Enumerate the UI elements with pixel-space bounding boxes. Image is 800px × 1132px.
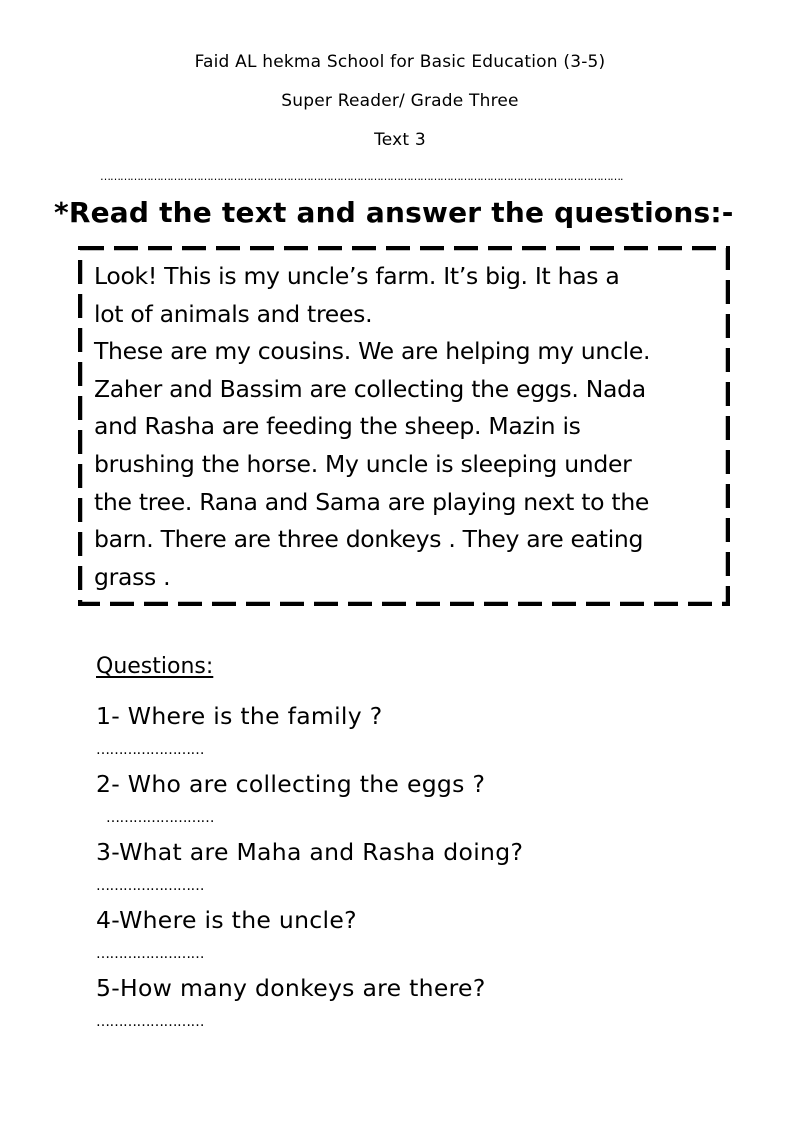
school-name: Faid AL hekma School for Basic Education (3-5) [194,52,606,72]
passage-line-4: Zaher and Bassim are collecting the eggs. Nada [94,374,646,403]
question-2: 2- Who are collecting the eggs ? [96,770,486,798]
dotted-separator: …………………………………………………………………………………………………………………………………………. [100,171,623,183]
answer-line-3[interactable]: …………………… [96,878,204,894]
answer-line-2[interactable]: …………………… [106,810,214,826]
question-5: 5-How many donkeys are there? [96,974,486,1002]
question-4: 4-Where is the uncle? [96,906,357,934]
questions-heading: Questions: [96,654,214,679]
subject-grade-line: Super Reader/ Grade Three [281,91,519,111]
reading-passage-box [78,246,730,606]
question-3: 3-What are Maha and Rasha doing? [96,838,524,866]
answer-line-1[interactable]: …………………… [96,742,204,758]
passage-line-6: brushing the horse. My uncle is sleeping under [94,449,632,478]
passage-line-5: and Rasha are feeding the sheep. Mazin is [94,412,581,441]
passage-line-1: Look! This is my uncle’s farm. It’s big. It has a [94,262,620,290]
passage-line-8: barn. There are three donkeys . They are eating [94,525,644,554]
question-1: 1- Where is the family ? [96,702,383,730]
passage-text [94,258,724,596]
text-number: Text 3 [374,130,426,150]
passage-line-7: the tree. Rana and Sama are playing next to the [94,487,650,516]
answer-line-4[interactable]: …………………… [96,946,204,962]
passage-line-9: grass . [94,562,171,591]
instruction-heading: *Read the text and answer the questions:- [54,196,734,229]
answer-line-5[interactable]: …………………… [96,1014,204,1030]
passage-line-2: lot of animals and trees. [94,299,373,328]
passage-line-3: These are my cousins. We are helping my uncle. [94,337,651,366]
